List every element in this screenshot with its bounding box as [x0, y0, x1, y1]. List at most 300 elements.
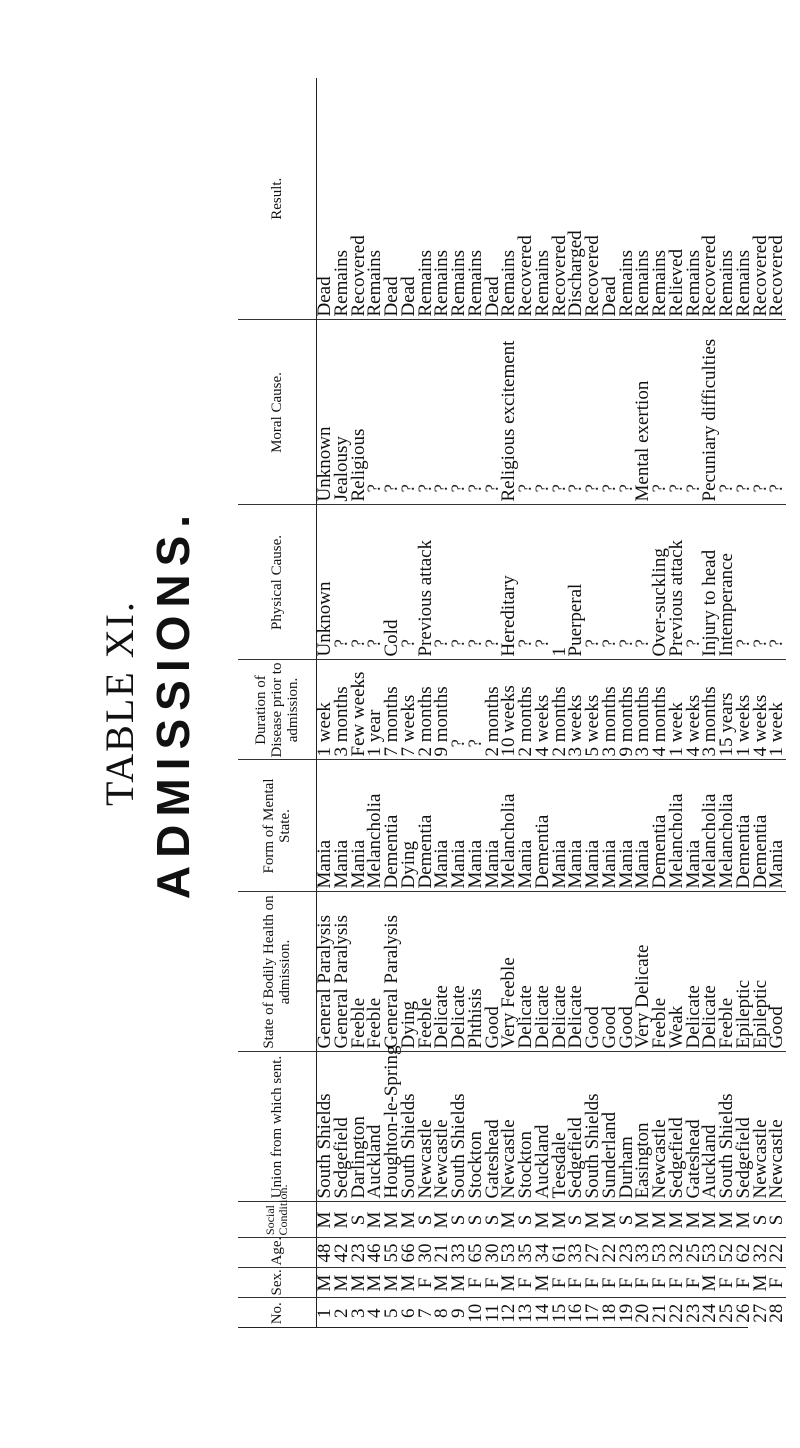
cell-physical-cause: ?: [334, 505, 351, 660]
cell-no: 10: [468, 1298, 485, 1328]
cell-physical-cause: ?: [401, 505, 418, 660]
cell-bodily-health: Delicate: [535, 892, 552, 1052]
cell-age: 32: [753, 1238, 770, 1268]
cell-duration: 7 weeks: [401, 660, 418, 760]
cell-age: 52: [719, 1238, 736, 1268]
cell-age: 65: [468, 1238, 485, 1268]
cell-no: 21: [652, 1298, 669, 1328]
cell-result: Remains: [649, 250, 670, 317]
col-header-bodily-health: State of Bodily Health on admission.: [238, 892, 317, 1052]
cell-union: Sunderland: [602, 1052, 619, 1202]
cell-mental-state: Dementia: [418, 760, 435, 892]
cell-moral-cause: Mental exertion: [635, 320, 652, 505]
cell-moral-cause: ?: [753, 320, 770, 505]
cell-no: 5: [384, 1298, 401, 1328]
cell-social-condition: S: [619, 1202, 636, 1238]
col-header-union: Union from which sent.: [238, 1052, 317, 1202]
cell-bodily-health: Feeble: [351, 892, 368, 1052]
cell-result: Dead: [481, 276, 503, 317]
cell-age: 48: [317, 1238, 334, 1268]
cell-union: Auckland: [367, 1052, 384, 1202]
cell-physical-cause: Over-suckling: [652, 505, 669, 660]
cell-sex: F: [518, 1268, 535, 1298]
cell-bodily-health: Feeble: [652, 892, 669, 1052]
table-row: [769, 78, 786, 1328]
cell-mental-state: Mania: [518, 760, 535, 892]
cell-sex: F: [635, 1268, 652, 1298]
cell-moral-cause: ?: [367, 320, 384, 505]
cell-social-condition: M: [501, 1202, 518, 1238]
cell-result: Dead: [381, 276, 402, 317]
cell-duration: 9 months: [434, 660, 451, 760]
cell-result: Relieved: [665, 248, 687, 317]
cell-social-condition: S: [351, 1202, 368, 1238]
cell-union: Easington: [635, 1052, 652, 1202]
col-header-age: Age.: [238, 1238, 317, 1268]
cell-sex: F: [769, 1268, 786, 1298]
cell-age: 33: [568, 1238, 585, 1268]
cell-union: Auckland: [702, 1052, 719, 1202]
cell-sex: M: [351, 1268, 368, 1298]
cell-no: 13: [518, 1298, 535, 1328]
cell-age: 22: [769, 1238, 786, 1268]
cell-social-condition: M: [384, 1202, 401, 1238]
cell-no: 26: [736, 1298, 753, 1328]
cell-moral-cause: ?: [585, 320, 602, 505]
cell-union: Durham: [619, 1052, 636, 1202]
cell-moral-cause: ?: [451, 320, 468, 505]
cell-bodily-health: Very Feeble: [501, 892, 518, 1052]
cell-physical-cause: ?: [367, 505, 384, 660]
cell-duration: 3 months: [635, 660, 652, 760]
cell-union: Newcastle: [769, 1052, 786, 1202]
cell-sex: F: [619, 1268, 636, 1298]
cell-mental-state: Mania: [434, 760, 451, 892]
cell-moral-cause: ?: [535, 320, 552, 505]
cell-mental-state: Mania: [585, 760, 602, 892]
cell-result: Discharged: [565, 230, 587, 317]
cell-moral-cause: ?: [518, 320, 535, 505]
cell-result: Remains: [414, 250, 436, 317]
cell-no: 20: [635, 1298, 652, 1328]
cell-bodily-health: Epileptic: [753, 892, 770, 1052]
cell-age: 53: [501, 1238, 518, 1268]
cell-mental-state: Melancholia: [367, 760, 384, 892]
cell-mental-state: Dementia: [652, 760, 669, 892]
cell-union: Newcastle: [501, 1052, 518, 1202]
cell-physical-cause: Injury to head: [702, 505, 719, 660]
cell-physical-cause: Intemperance: [719, 505, 736, 660]
cell-age: 34: [535, 1238, 552, 1268]
cell-age: 23: [351, 1238, 368, 1268]
cell-sex: F: [669, 1268, 686, 1298]
cell-duration: 4 weeks: [535, 660, 552, 760]
cell-bodily-health: Good: [485, 892, 502, 1052]
col-header-moral-cause: Moral Cause.: [238, 320, 317, 505]
cell-union: Newcastle: [434, 1052, 451, 1202]
cell-moral-cause: ?: [686, 320, 703, 505]
cell-physical-cause: ?: [351, 505, 368, 660]
cell-sex: M: [334, 1268, 351, 1298]
cell-sex: F: [736, 1268, 753, 1298]
cell-sex: F: [468, 1268, 485, 1298]
cell-social-condition: S: [568, 1202, 585, 1238]
cell-mental-state: Mania: [485, 760, 502, 892]
cell-moral-cause: ?: [602, 320, 619, 505]
cell-physical-cause: ?: [518, 505, 535, 660]
cell-result: Remains: [448, 250, 469, 317]
cell-result: Recovered: [699, 235, 721, 317]
cell-no: 24: [702, 1298, 719, 1328]
cell-duration: 3 weeks: [568, 660, 585, 760]
table-body: [314, 78, 788, 1328]
cell-bodily-health: Good: [585, 892, 602, 1052]
cell-no: 4: [367, 1298, 384, 1328]
table-label: TABLE XI.: [97, 600, 142, 806]
cell-sex: F: [568, 1268, 585, 1298]
cell-physical-cause: Hereditary: [501, 505, 518, 660]
cell-sex: F: [418, 1268, 435, 1298]
cell-mental-state: Mania: [351, 760, 368, 892]
cell-union: South Shields: [451, 1052, 468, 1202]
cell-duration: 4 weeks: [753, 660, 770, 760]
cell-bodily-health: Feeble: [418, 892, 435, 1052]
cell-mental-state: Mania: [468, 760, 485, 892]
cell-social-condition: M: [652, 1202, 669, 1238]
cell-duration: 1 year: [367, 660, 384, 760]
cell-no: 19: [619, 1298, 636, 1328]
cell-sex: M: [451, 1268, 468, 1298]
cell-duration: 1 week: [669, 660, 686, 760]
cell-duration: 5 weeks: [585, 660, 602, 760]
cell-physical-cause: ?: [434, 505, 451, 660]
cell-bodily-health: Delicate: [552, 892, 569, 1052]
cell-moral-cause: Unknown: [317, 320, 334, 505]
cell-mental-state: Mania: [602, 760, 619, 892]
cell-bodily-health: General Paralysis: [317, 892, 334, 1052]
cell-age: 22: [602, 1238, 619, 1268]
cell-bodily-health: Good: [619, 892, 636, 1052]
cell-moral-cause: ?: [669, 320, 686, 505]
cell-bodily-health: Epileptic: [736, 892, 753, 1052]
cell-bodily-health: Very Delicate: [635, 892, 652, 1052]
cell-sex: M: [434, 1268, 451, 1298]
cell-age: 30: [485, 1238, 502, 1268]
cell-union: Teesdale: [552, 1052, 569, 1202]
cell-mental-state: Mania: [317, 760, 334, 892]
col-header-duration: Duration of Disease prior to admission.: [238, 660, 317, 760]
cell-social-condition: S: [418, 1202, 435, 1238]
cell-social-condition: M: [434, 1202, 451, 1238]
cell-union: Darlington: [351, 1052, 368, 1202]
cell-duration: 3 months: [702, 660, 719, 760]
cell-physical-cause: ?: [602, 505, 619, 660]
cell-sex: M: [367, 1268, 384, 1298]
cell-sex: M: [753, 1268, 770, 1298]
cell-social-condition: M: [317, 1202, 334, 1238]
cell-social-condition: S: [485, 1202, 502, 1238]
cell-physical-cause: ?: [619, 505, 636, 660]
cell-no: 2: [334, 1298, 351, 1328]
cell-duration: 15 years: [719, 660, 736, 760]
cell-no: 27: [753, 1298, 770, 1328]
rotated-page: [88, 78, 788, 1328]
cell-no: 18: [602, 1298, 619, 1328]
cell-mental-state: Mania: [552, 760, 569, 892]
cell-mental-state: Dementia: [535, 760, 552, 892]
cell-social-condition: M: [334, 1202, 351, 1238]
cell-duration: 1 week: [317, 660, 334, 760]
cell-sex: F: [652, 1268, 669, 1298]
cell-union: South Shields: [719, 1052, 736, 1202]
cell-physical-cause: ?: [736, 505, 753, 660]
cell-moral-cause: Jealousy: [334, 320, 351, 505]
cell-duration: 3 months: [334, 660, 351, 760]
cell-sex: M: [384, 1268, 401, 1298]
cell-physical-cause: Puerperal: [568, 505, 585, 660]
cell-age: 55: [384, 1238, 401, 1268]
cell-physical-cause: ?: [485, 505, 502, 660]
cell-mental-state: Mania: [619, 760, 636, 892]
cell-moral-cause: Religious: [351, 320, 368, 505]
cell-moral-cause: Religious excitement: [501, 320, 518, 505]
cell-age: 27: [585, 1238, 602, 1268]
cell-duration: 2 months: [418, 660, 435, 760]
cell-bodily-health: Weak: [669, 892, 686, 1052]
cell-social-condition: M: [367, 1202, 384, 1238]
cell-union: Stockton: [468, 1052, 485, 1202]
cell-result: Dead: [397, 276, 419, 317]
cell-union: Sedgefield: [334, 1052, 351, 1202]
cell-sex: F: [485, 1268, 502, 1298]
cell-result: Remains: [364, 250, 386, 317]
cell-moral-cause: ?: [568, 320, 585, 505]
cell-mental-state: Dying: [401, 760, 418, 892]
cell-physical-cause: Cold: [384, 505, 401, 660]
cell-age: 21: [434, 1238, 451, 1268]
cell-no: 6: [401, 1298, 418, 1328]
cell-social-condition: M: [702, 1202, 719, 1238]
cell-bodily-health: Delicate: [451, 892, 468, 1052]
cell-result: Dead: [598, 276, 620, 317]
cell-social-condition: M: [669, 1202, 686, 1238]
cell-result: Remains: [615, 250, 637, 317]
cell-duration: 1 week: [769, 660, 786, 760]
cell-social-condition: M: [602, 1202, 619, 1238]
cell-age: 53: [652, 1238, 669, 1268]
cell-age: 35: [518, 1238, 535, 1268]
cell-sex: F: [552, 1268, 569, 1298]
cell-physical-cause: ?: [585, 505, 602, 660]
cell-physical-cause: ?: [468, 505, 485, 660]
cell-social-condition: M: [736, 1202, 753, 1238]
cell-result: Remains: [498, 250, 520, 317]
cell-age: 32: [669, 1238, 686, 1268]
cell-sex: M: [317, 1268, 334, 1298]
cell-union: Sedgefield: [568, 1052, 585, 1202]
cell-bodily-health: Delicate: [518, 892, 535, 1052]
cell-moral-cause: Pecuniary difficulties: [702, 320, 719, 505]
cell-age: 33: [635, 1238, 652, 1268]
cell-duration: ?: [468, 660, 485, 760]
cell-no: 14: [535, 1298, 552, 1328]
cell-age: 62: [736, 1238, 753, 1268]
cell-result: Dead: [314, 276, 335, 317]
cell-duration: 2 months: [518, 660, 535, 760]
cell-social-condition: M: [585, 1202, 602, 1238]
cell-no: 3: [351, 1298, 368, 1328]
cell-mental-state: Melancholia: [669, 760, 686, 892]
cell-moral-cause: ?: [769, 320, 786, 505]
cell-no: 11: [485, 1298, 502, 1328]
cell-bodily-health: Good: [602, 892, 619, 1052]
cell-moral-cause: ?: [719, 320, 736, 505]
cell-no: 8: [434, 1298, 451, 1328]
cell-result: Remains: [716, 250, 737, 317]
cell-social-condition: M: [535, 1202, 552, 1238]
cell-union: Gateshead: [485, 1052, 502, 1202]
cell-union: Newcastle: [418, 1052, 435, 1202]
cell-result: Recovered: [582, 235, 603, 317]
cell-result: Remains: [531, 250, 553, 317]
cell-age: 25: [686, 1238, 703, 1268]
cell-mental-state: Mania: [451, 760, 468, 892]
cell-sex: F: [602, 1268, 619, 1298]
cell-union: Newcastle: [652, 1052, 669, 1202]
cell-duration: 2 months: [552, 660, 569, 760]
cell-sex: F: [719, 1268, 736, 1298]
cell-union: South Shields: [317, 1052, 334, 1202]
cell-bodily-health: General Paralysis: [384, 892, 401, 1052]
cell-duration: 7 months: [384, 660, 401, 760]
cell-union: Sedgefield: [736, 1052, 753, 1202]
cell-age: 53: [702, 1238, 719, 1268]
cell-result: Remains: [330, 250, 352, 317]
col-header-social-condition: Social Condition.: [238, 1202, 317, 1238]
cell-bodily-health: Delicate: [434, 892, 451, 1052]
cell-result: Remains: [431, 250, 453, 317]
cell-mental-state: Dementia: [384, 760, 401, 892]
cell-mental-state: Mania: [568, 760, 585, 892]
cell-mental-state: Mania: [334, 760, 351, 892]
cell-duration: 9 months: [619, 660, 636, 760]
cell-moral-cause: ?: [619, 320, 636, 505]
cell-duration: 4 weeks: [686, 660, 703, 760]
cell-no: 22: [669, 1298, 686, 1328]
cell-union: Stockton: [518, 1052, 535, 1202]
cell-sex: M: [702, 1268, 719, 1298]
cell-union: Sedgefield: [669, 1052, 686, 1202]
cell-duration: 3 months: [602, 660, 619, 760]
cell-social-condition: M: [552, 1202, 569, 1238]
cell-physical-cause: ?: [635, 505, 652, 660]
cell-union: South Shields: [401, 1052, 418, 1202]
cell-duration: ?: [451, 660, 468, 760]
cell-social-condition: S: [451, 1202, 468, 1238]
cell-union: Auckland: [535, 1052, 552, 1202]
cell-age: 33: [451, 1238, 468, 1268]
admissions-table: [238, 78, 786, 1328]
cell-union: Houghton-le-Spring: [384, 1052, 401, 1202]
cell-moral-cause: ?: [418, 320, 435, 505]
cell-union: South Shields: [585, 1052, 602, 1202]
cell-social-condition: M: [719, 1202, 736, 1238]
cell-duration: Few weeks: [351, 660, 368, 760]
cell-age: 42: [334, 1238, 351, 1268]
cell-physical-cause: ?: [686, 505, 703, 660]
cell-age: 66: [401, 1238, 418, 1268]
cell-sex: M: [401, 1268, 418, 1298]
cell-age: 30: [418, 1238, 435, 1268]
cell-moral-cause: ?: [652, 320, 669, 505]
col-header-no: No.: [238, 1298, 317, 1328]
cell-result: Remains: [632, 250, 654, 317]
cell-social-condition: M: [686, 1202, 703, 1238]
cell-no: 25: [719, 1298, 736, 1328]
cell-bodily-health: Good: [769, 892, 786, 1052]
cell-social-condition: M: [401, 1202, 418, 1238]
cell-bodily-health: Dying: [401, 892, 418, 1052]
cell-mental-state: Dementia: [753, 760, 770, 892]
cell-no: 16: [568, 1298, 585, 1328]
cell-moral-cause: ?: [434, 320, 451, 505]
cell-physical-cause: ?: [769, 505, 786, 660]
cell-physical-cause: 1: [552, 505, 569, 660]
cell-duration: 4 months: [652, 660, 669, 760]
cell-bodily-health: Feeble: [719, 892, 736, 1052]
cell-bodily-health: Delicate: [686, 892, 703, 1052]
cell-mental-state: Mania: [769, 760, 786, 892]
cell-sex: F: [585, 1268, 602, 1298]
cell-bodily-health: Delicate: [568, 892, 585, 1052]
cell-result: Remains: [682, 250, 704, 317]
cell-no: 17: [585, 1298, 602, 1328]
cell-social-condition: M: [635, 1202, 652, 1238]
cell-physical-cause: Previous attack: [418, 505, 435, 660]
cell-mental-state: Mania: [635, 760, 652, 892]
cell-physical-cause: ?: [535, 505, 552, 660]
cell-duration: 2 months: [485, 660, 502, 760]
cell-bodily-health: Delicate: [702, 892, 719, 1052]
cell-moral-cause: ?: [384, 320, 401, 505]
col-header-sex: Sex.: [238, 1268, 317, 1298]
cell-physical-cause: ?: [451, 505, 468, 660]
cell-moral-cause: ?: [736, 320, 753, 505]
cell-moral-cause: ?: [468, 320, 485, 505]
cell-no: 7: [418, 1298, 435, 1328]
cell-bodily-health: Phthisis: [468, 892, 485, 1052]
cell-social-condition: S: [769, 1202, 786, 1238]
cell-result: Recovered: [749, 235, 771, 317]
cell-social-condition: S: [468, 1202, 485, 1238]
cell-social-condition: S: [753, 1202, 770, 1238]
cell-physical-cause: Previous attack: [669, 505, 686, 660]
cell-union: Newcastle: [753, 1052, 770, 1202]
cell-bodily-health: General Paralysis: [334, 892, 351, 1052]
cell-moral-cause: ?: [552, 320, 569, 505]
cell-mental-state: Mania: [686, 760, 703, 892]
section-title: ADMISSIONS.: [147, 506, 199, 900]
cell-mental-state: Melancholia: [501, 760, 518, 892]
cell-mental-state: Dementia: [736, 760, 753, 892]
cell-age: 46: [367, 1238, 384, 1268]
cell-moral-cause: ?: [401, 320, 418, 505]
cell-no: 12: [501, 1298, 518, 1328]
cell-sex: F: [686, 1268, 703, 1298]
cell-sex: M: [535, 1268, 552, 1298]
cell-no: 9: [451, 1298, 468, 1328]
cell-mental-state: Melancholia: [719, 760, 736, 892]
